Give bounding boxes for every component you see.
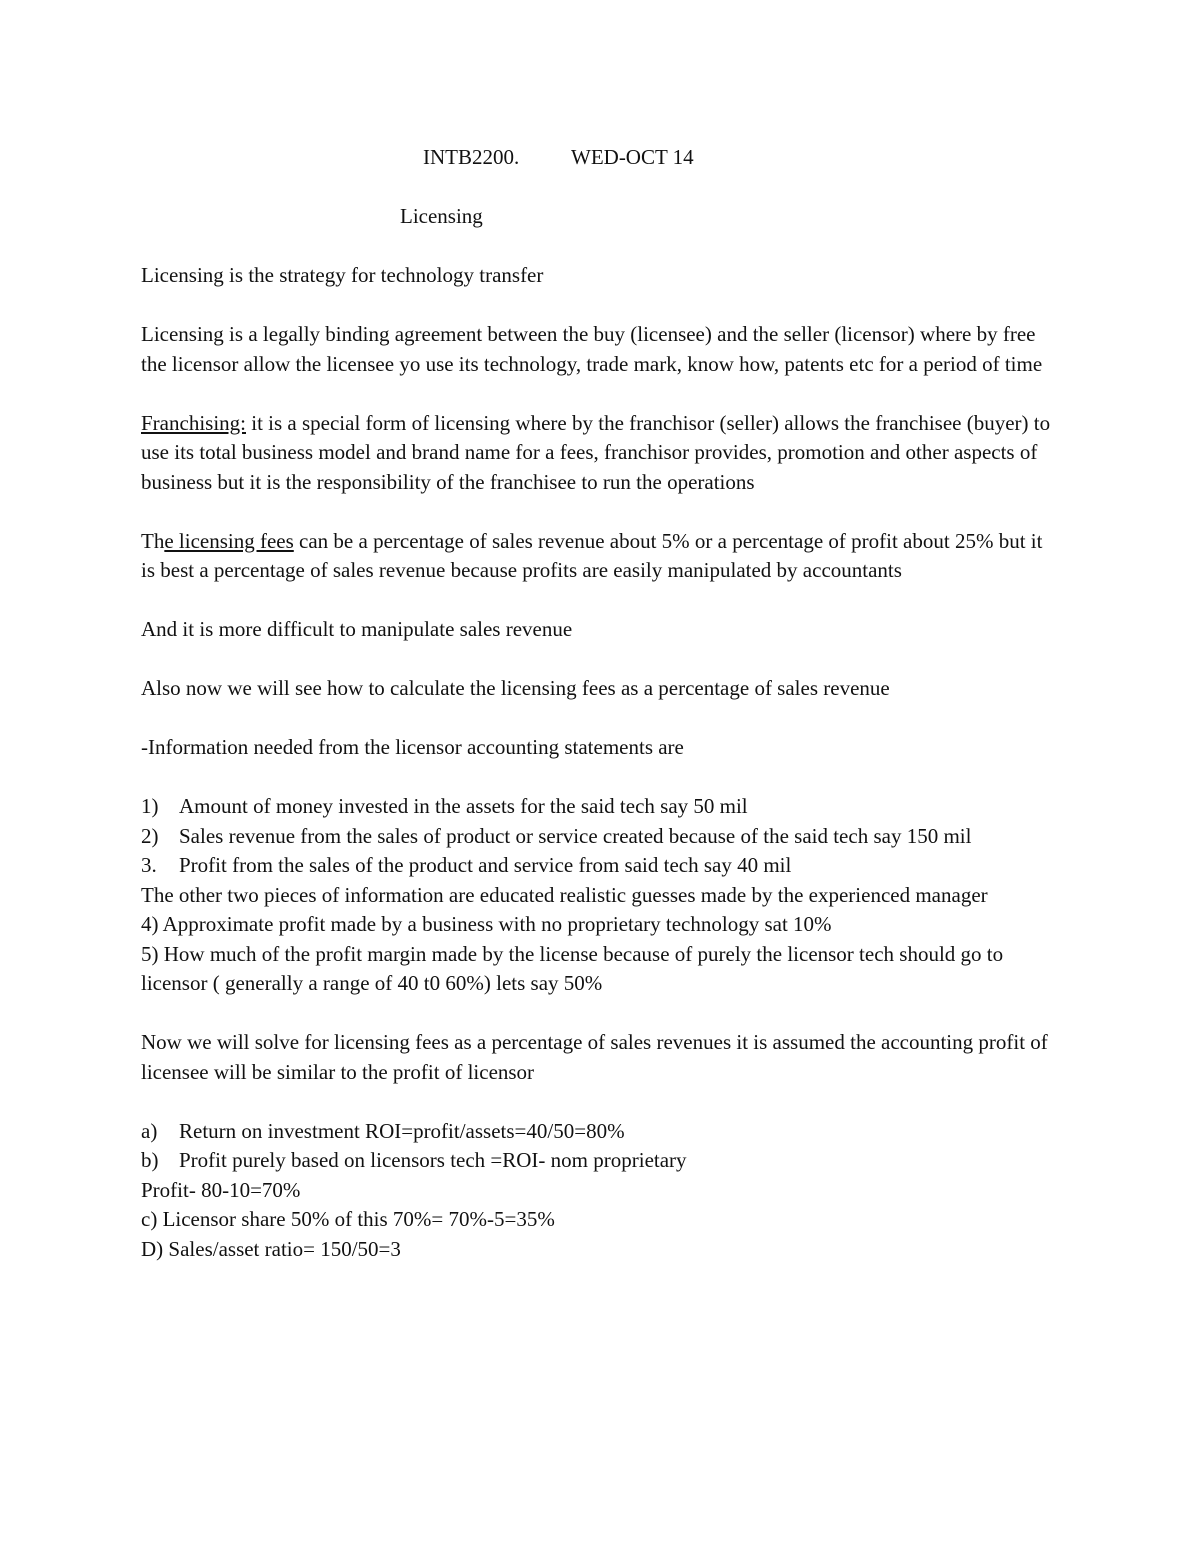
paragraph-licensing-fees [141,527,1061,586]
list-number: 1) [141,794,159,818]
list-item [141,851,1061,881]
list-text: Sales revenue from the sales of product or service created because of the said tech say 150 mil [179,823,972,848]
course-code: INTB2200. [423,145,520,169]
fees-prefix: Th [141,528,165,553]
franchising-body: it is a special form of licensing where by the franchisor (seller) allows the franchisee (buyer) to use its total business model and brand name for a fees, franchisor provides, promotion and other aspects of business but it is the responsibility of the franchisee to run the operations [141,410,1051,494]
steps-list [141,1117,1061,1176]
list-text: Profit from the sales of the product and service from said tech say 40 mil [179,853,792,877]
list-number: 2) [141,823,159,848]
header-line [141,143,1061,173]
list-text: Amount of money invested in the assets for the said tech say 50 mil [179,794,748,818]
list-item [141,1146,1061,1176]
step-c-line: c) Licensor share 50% of this 70%= 70%-5=35% [141,1207,555,1231]
guesses-intro: The other two pieces of information are educated realistic guesses made by the experienced manager [141,882,988,907]
paragraph-information: -Information needed from the licensor accounting statements are [141,735,684,759]
paragraph-solve: Now we will solve for licensing fees as a percentage of sales revenues it is assumed the accounting profit of licensee will be similar to the profit of licensor [141,1030,1048,1084]
fees-body: can be a percentage of sales revenue about 5% or a percentage of profit about 25% but it is best a percentage of sales revenue because profits are easily manipulated by accountants [141,528,1043,582]
paragraph-franchising [141,409,1061,498]
paragraph-agreement: Licensing is a legally binding agreement between the buy (licensee) and the seller (licensor) where by free the licensor allow the licensee yo use its technology, trade mark, know how, patents etc for a period of time [141,322,1043,376]
guess-item-5: 5) How much of the profit margin made by the license because of purely the licensor tech should go to licensor ( generally a range of 40 t0 60%) lets say 50% [141,941,1004,995]
step-profit-line: Profit- 80-10=70% [141,1177,301,1202]
list-number: 3. [141,853,157,877]
list-item [141,1117,1061,1147]
document-body [141,143,1061,1264]
lecture-date: WED-OCT 14 [571,145,694,169]
step-d-line: D) Sales/asset ratio= 150/50=3 [141,1236,401,1261]
list-text: Return on investment ROI=profit/assets=40/50=80% [179,1118,625,1143]
franchising-term: Franchising: [141,410,246,435]
info-list [141,792,1061,881]
paragraph-definition: Licensing is the strategy for technology transfer [141,263,544,287]
paragraph-calculate: Also now we will see how to calculate the licensing fees as a percentage of sales revenue [141,676,890,700]
list-text: Profit purely based on licensors tech =ROI- nom proprietary [179,1148,687,1172]
guess-item-4: 4) Approximate profit made by a business with no proprietary technology sat 10% [141,912,832,936]
list-item [141,792,1061,822]
list-number: b) [141,1148,159,1172]
paragraph-manipulation: And it is more difficult to manipulate sales revenue [141,617,573,641]
page-title: Licensing [400,204,483,228]
list-item [141,822,1061,852]
fees-term: e licensing fees [164,528,294,553]
list-number: a) [141,1118,158,1143]
title-line [141,202,1061,232]
